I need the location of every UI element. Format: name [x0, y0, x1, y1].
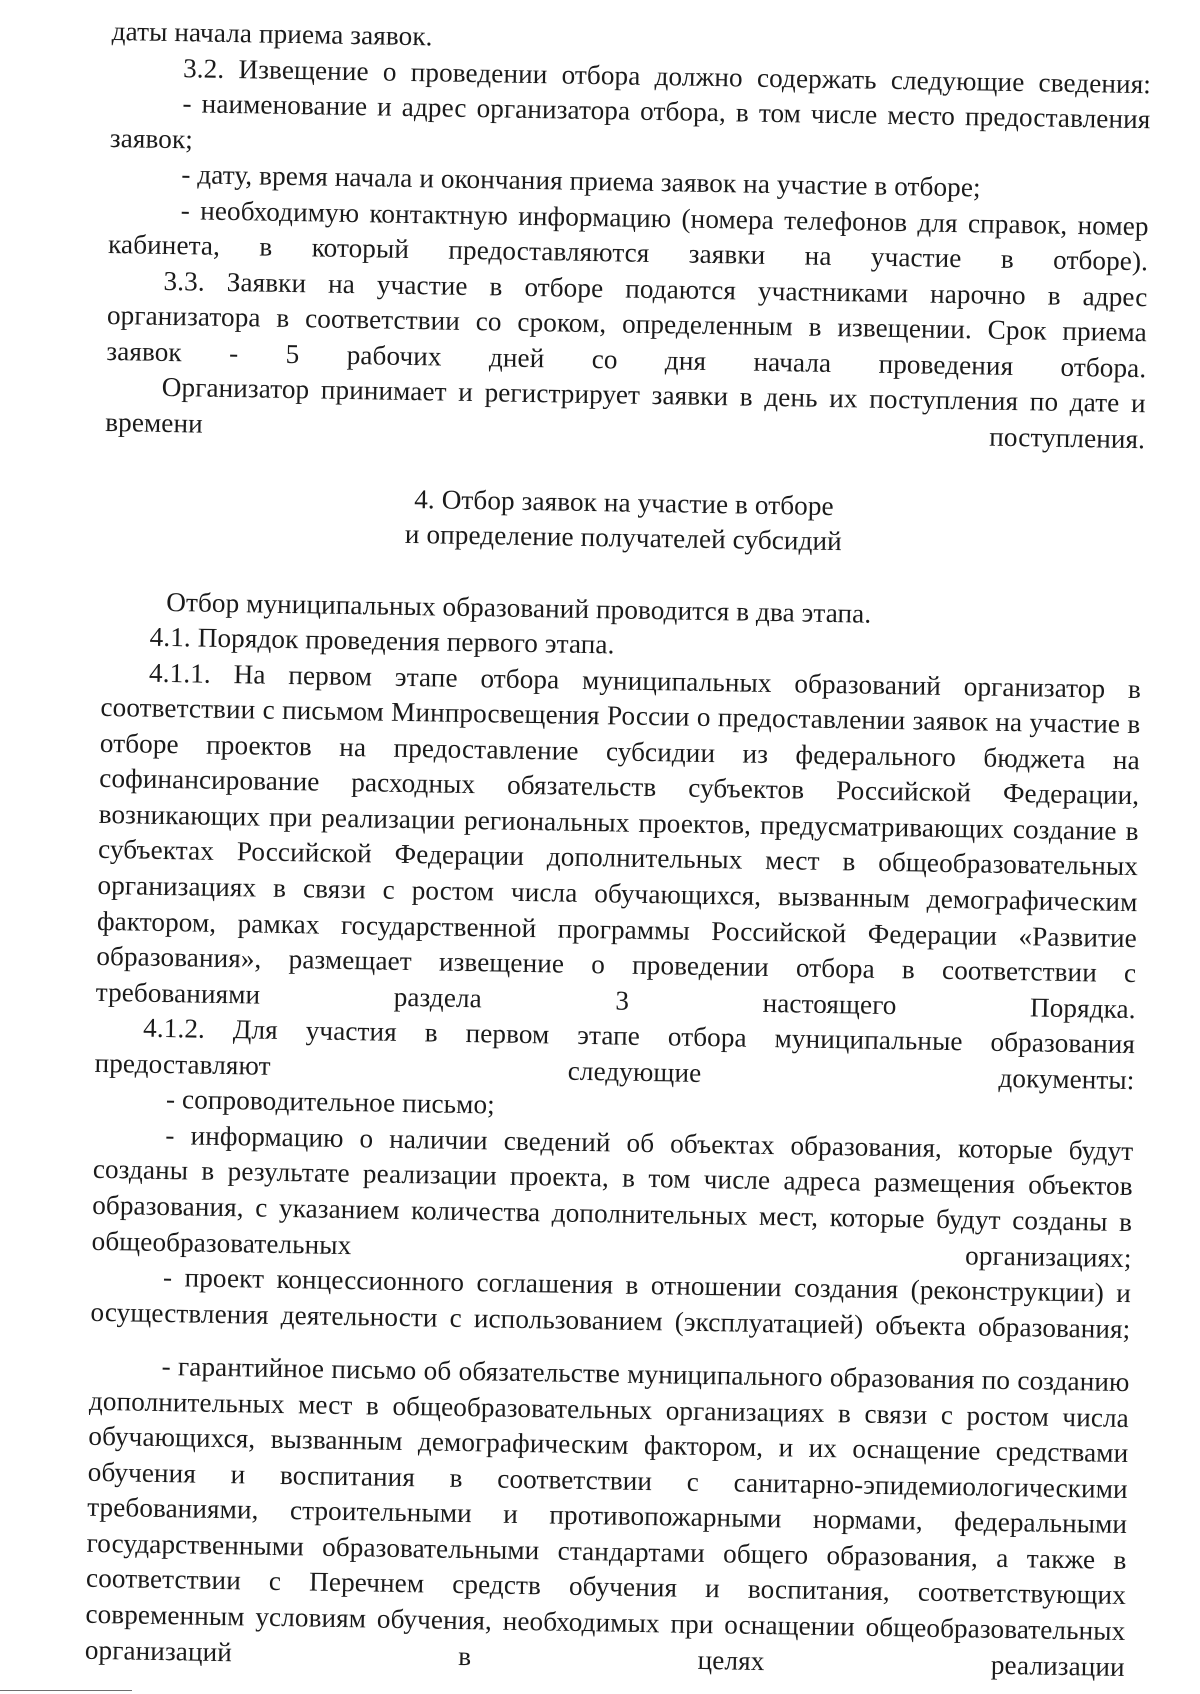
paragraph-3-3: 3.3. Заявки на участие в отборе подаются участниками нарочно в адрес организатора в соответствии со сроком, определенным в извещении. Срок приема заявок - 5 рабочих дней со дня начала проведения отбора.: [106, 265, 1148, 384]
list-item-objects-info: - информацию о наличии сведений об объектах образования, которые будут созданы в результате реализации проекта, в том числе адреса размещения объектов образования, с указанием количества дополнительных мест, которые будут созданы в общеобразовательных организациях;: [91, 1119, 1134, 1273]
paragraph-3-2: 3.2. Извещение о проведении отбора должно содержать следующие сведения:: [182, 52, 1152, 99]
paragraph-continuation: даты начала приема заявок.: [111, 15, 433, 52]
paragraph-two-stages: Отбор муниципальных образований проводится в два этапа.: [166, 586, 872, 629]
footer-rule: [0, 1690, 132, 1691]
list-item-concession-draft: - проект концессионного соглашения в отношении создания (реконструкции) и осуществления деятельности с использованием (эксплуатацией) объекта образования;: [90, 1262, 1132, 1344]
list-item-guarantee-letter: - гарантийное письмо об обязательстве муниципального образования по созданию дополнительных мест в общеобразовательных организациях в связи с ростом числа обучающихся, вызванным демографическим фактором, и их оснащение средствами обучения и воспитания в соответствии с санитарно-эпидемиологическими требованиями, строительными и противопожарными нормами, федеральными государственными образовательными стандартами общего образования, а также в соответствии с Перечнем средств обучения и воспитания, соответствующих современным условиям обучения, необходимых при оснащении общеобразовательных организаций в целях реализации: [84, 1351, 1130, 1682]
list-item-contacts: - необходимую контактную информацию (номера телефонов для справок, номер кабинета, в который предоставляются заявки на участие в отборе).: [107, 194, 1149, 277]
paragraph-4-1: 4.1. Порядок проведения первого этапа.: [149, 621, 615, 660]
section-heading-line-1: 4. Отбор заявок на участие в отборе: [413, 483, 834, 521]
paragraph-4-1-1: 4.1.1. На первом этапе отбора муниципальных образований организатор в соответствии с письмом Минпросвещения России о предоставлении заявок на участие в отборе проектов на предоставление субсидии из федерального бюджета на софинансирование расходных обязательств субъектов Российской Федерации, возникающих при реализации региональных проектов, предусматривающих создание в субъектах Российской Федерации дополнительных мест в общеобразовательных организациях в связи с ростом числа обучающихся, вызванным демографическим фактором, рамках государственной программы Российской Федерации «Развитие образования», размещает извещение о проведении отбора в соответствии с требованиями раздела 3 настоящего Порядка.: [95, 657, 1142, 1024]
section-heading-line-2: и определение получателей субсидий: [404, 519, 843, 557]
document-body: [85, 14, 1152, 1685]
list-item-cover-letter: - сопроводительное письмо;: [165, 1084, 496, 1120]
paragraph-organizer-registers: Организатор принимает и регистрирует заявки в день их поступления по дате и времени поступления.: [104, 372, 1146, 455]
list-item-dates: - дату, время начала и окончания приема заявок на участие в отборе;: [181, 159, 981, 203]
list-item-organizer-name: - наименование и адрес организатора отбора, в том числе место предоставления заявок;: [109, 88, 1151, 154]
paragraph-4-1-2: 4.1.2. Для участия в первом этапе отбора муниципальные образования предоставляют следующие документы:: [94, 1012, 1136, 1095]
